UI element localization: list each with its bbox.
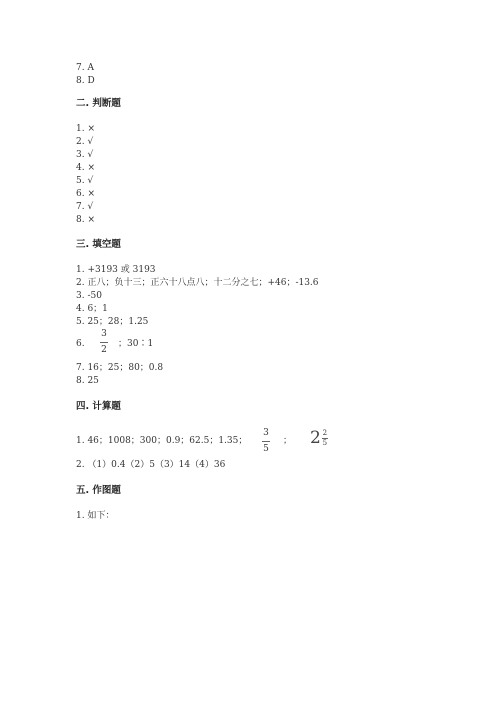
calc-item-1-fraction [262, 428, 270, 455]
calc-item-2: 2. （1）0.4（2）5（3）14（4）36 [76, 460, 226, 470]
fraction-denominator: 2 [101, 345, 107, 355]
judge-item-8: 8. × [76, 215, 95, 225]
fraction-denominator: 5 [263, 444, 269, 454]
fill-item-6-fraction [100, 329, 108, 356]
judge-item-3: 3. √ [76, 150, 94, 160]
judge-item-4: 4. × [76, 163, 95, 173]
judge-item-1: 1. × [76, 124, 95, 134]
judge-item-6: 6. × [76, 189, 95, 199]
fill-item-7: 7. 16；25；80；0.8 [76, 363, 164, 373]
answer-7: 7. A [76, 63, 94, 73]
fill-item-3: 3. -50 [76, 291, 102, 301]
fraction-numerator: 3 [263, 428, 269, 438]
fill-item-1: 1. +3193 或 3193 [76, 265, 156, 275]
fraction-numerator: 3 [101, 329, 107, 339]
fill-item-6-tail: ；30∶1 [118, 339, 154, 349]
judge-item-7: 7. √ [76, 202, 94, 212]
fraction-numerator: 2 [322, 428, 328, 437]
fill-item-6-label: 6. [76, 339, 85, 349]
section-heading-fill: 三. 填空题 [76, 239, 121, 250]
calc-item-1-mixed-number [310, 429, 328, 447]
fill-item-2: 2. 正八；负十三；正六十八点八；十二分之七；+46；-13.6 [76, 278, 319, 288]
calc-item-1-separator: ； [283, 436, 293, 446]
draw-item-1: 1. 如下： [76, 511, 115, 521]
fill-item-4: 4. 6；1 [76, 304, 108, 314]
fill-item-8: 8. 25 [76, 376, 99, 386]
fraction-bar [262, 441, 270, 442]
section-heading-judge: 二. 判断题 [76, 98, 121, 109]
fraction-denominator: 5 [322, 438, 328, 447]
mixed-whole: 2 [310, 428, 321, 448]
calc-item-1-text: 1. 46；1008；300；0.9；62.5；1.35； [76, 436, 248, 446]
section-heading-calc: 四. 计算题 [76, 401, 121, 412]
fraction-bar [100, 342, 108, 343]
judge-item-5: 5. √ [76, 176, 94, 186]
answer-8: 8. D [76, 76, 95, 86]
mixed-fraction [322, 430, 328, 447]
judge-item-2: 2. √ [76, 137, 94, 147]
fill-item-5: 5. 25；28；1.25 [76, 317, 149, 327]
section-heading-draw: 五. 作图题 [76, 485, 121, 496]
